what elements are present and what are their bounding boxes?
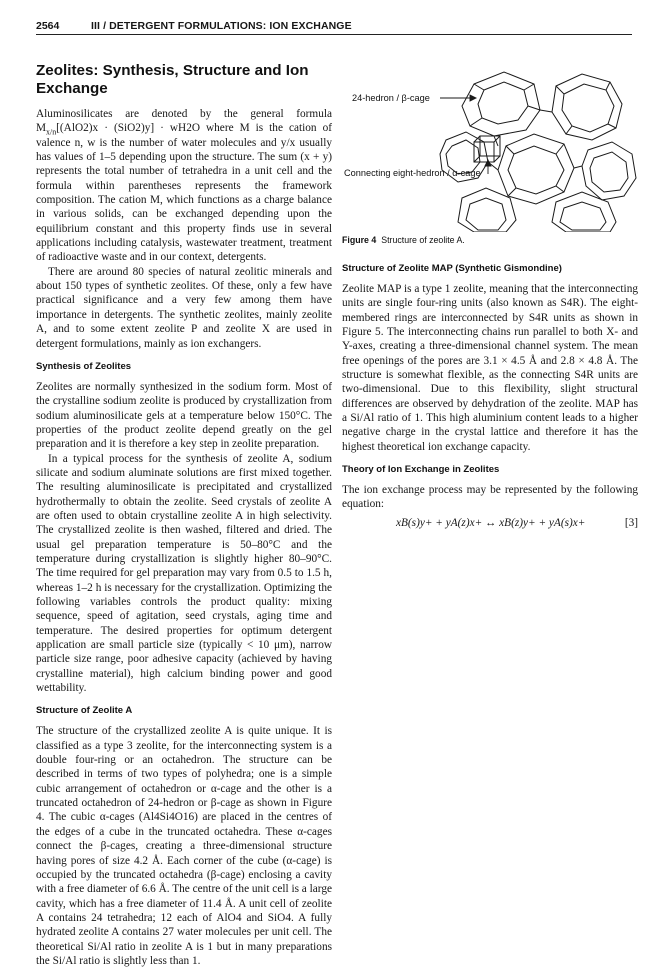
running-title: III / DETERGENT FORMULATIONS: ION EXCHANGE [91, 20, 352, 32]
structure-map-paragraph: Zeolite MAP is a type 1 zeolite, meaning that the interconnecting units are single four-ring units (also known as S4R). The eight-membered rings are interconnected by S4R units as shown in Figure 5. The interconnecting chains run parallel to both X- and Y-axes, creating a three-dimensional channel system. The mean free openings of the pores are 3.1 × 4.5 Å and 2.8 × 4.8 Å. The structure is somewhat flexible, as the connecting S4R units are two-dimensional. Due to this flexibility, slight structural differences are observed by dehydration of the zeolite. MAP has a Si/Al ratio of 1. This high aluminium content leads to a higher negative charge in the crystal lattice and therefore it has the highest theoretical ion exchange capacity. [342, 283, 638, 453]
figure-4-caption-text: Structure of zeolite A. [381, 235, 465, 245]
beta-cage-bottom-right [552, 192, 616, 232]
equation-text: xB(s)y+ + yA(z)x+ ↔ xB(z)y+ + yA(s)x+ [396, 516, 586, 529]
figure-4-caption-label: Figure 4 [342, 235, 377, 245]
theory-paragraph: The ion exchange process may be represented by the following equation: [342, 484, 638, 511]
structure-a-paragraph: The structure of the crystallized zeolite A is quite unique. It is classified as a type 3 zeolite, for the interconnecting system is a double four-ring or an octahedron. The structure can be described in terms of two types of polyhedra; one is a simple cubic arrangement of octahedron or α-cage and the other is a truncated octahedron of 24-hedron or β-cage as shown in Figure 4. The cubic α-cages (Al4Si4O16) are placed in the centres of the edges of a cube in the truncated octahedra. These α-cages connect the β-cages, creating a three-dimensional structure having pores of size 4.2 Å. Each corner of the cube (α-cage) is occupied by the truncated octahedra (β-cage) enclosing a cavity with a free diameter of 6.6 Å. The centre of the unit cell is a large cavity, which has a free diameter of 11.4 Å. A unit cell of zeolite A contains 24 tetrahedra; 12 each of AlO4 and SiO4. A fully hydrated zeolite A contains 27 water molecules per unit cell. The theoretical Si/Al ratio in zeolite A is 1 but in many preparations the Si/Al ratio is slightly less than 1. [36, 725, 333, 967]
right-column [342, 262, 638, 531]
synthesis-paragraph-1: Zeolites are normally synthesized in the sodium form. Most of the crystalline sodium zeolite is produced by crystallization from sodium aluminosilicate gels at a temperature below 150°C. The properties of the product zeolite depend greatly on the gel preparation and it is therefore a key step in zeolite preparation. [36, 380, 332, 451]
figure-4 [342, 62, 638, 252]
equation-number: [3] [624, 516, 638, 529]
intro-formula: [(AlO2)x · (SiO2)y] · wH2O [56, 122, 200, 135]
intro-paragraph-1 [36, 107, 332, 265]
beta-cage-label: 24-hedron / β-cage [352, 93, 430, 103]
header-rule [36, 34, 632, 35]
structure-map-heading: Structure of Zeolite MAP (Synthetic Gismondine) [342, 263, 562, 274]
alpha-cage-label: Connecting eight-hedron / α-cage [344, 168, 481, 178]
equation-3 [342, 516, 638, 531]
intro-formula-subscript: x/n [46, 127, 57, 137]
structure-a-heading: Structure of Zeolite A [36, 705, 133, 717]
intro-text-b: where M is the cation of valence n, w is the number of water molecules and y/x usually has values of 1–5 depending upon the structure. The sum (x + y) represents the total number of tetrahedra in a unit cell and the formula within parentheses represents the framework composition. The cation M, which functions as a charge balance in various solids, can be exchanged depending upon the equilibrium constant and this property finds use in several applications including catalysis, wastewater treatment, treatment of radioactive waste and in our context, detergents. [36, 122, 332, 264]
left-column [36, 62, 332, 968]
beta-cage-top [462, 72, 540, 136]
page-number: 2564 [36, 20, 60, 32]
synthesis-heading: Synthesis of Zeolites [36, 360, 132, 372]
article-title: Zeolites: Synthesis, Structure and Ion Exchange [36, 62, 309, 97]
zeolite-a-structure-diagram [342, 62, 638, 232]
theory-heading: Theory of Ion Exchange in Zeolites [342, 464, 500, 476]
intro-text-a: Aluminosilicates are denoted by the general formula M [36, 108, 332, 135]
intro-paragraph-2: There are around 80 species of natural zeolitic minerals and about 150 types of synthetic zeolites. Of these, only a few have practical significance and a very few among them have importance in detergents. The synthetic zeolites, mainly zeolite A, and to some extent zeolite P and zeolite X are used in detergent formulations, mainly as ion exchangers. [36, 265, 332, 350]
figure-4-caption [342, 235, 465, 245]
synthesis-paragraph-2: In a typical process for the synthesis of zeolite A, sodium silicate and sodium aluminate solutions are first mixed together. The resulting aluminosilicate is precipitated and crystallized hydrothermally to obtain the zeolite. Seed crystals of zeolite A are often used to obtain crystalline zeolite A in high selectivity. The crystallized zeolite is then washed, filtered and dried. The usual gel preparation temperature is 50–80°C and the temperature during crystallization is slightly higher 80–90°C. The time required for gel preparation may vary from 0.5 to 1.5 h, whereas 1–2 h is necessary for the crystallization. Optimizing the following variables controls the product quality: mixing sequence, speed of agitation, seed crystals, aging time and temperature. The desired properties for optimum detergent application are small particle size (typically < 10 μm), narrow particle size range, poor adhesive capacity (achieved by having crystalline material), high calcium binding power and good wettability. [36, 452, 332, 695]
running-header [36, 14, 632, 36]
